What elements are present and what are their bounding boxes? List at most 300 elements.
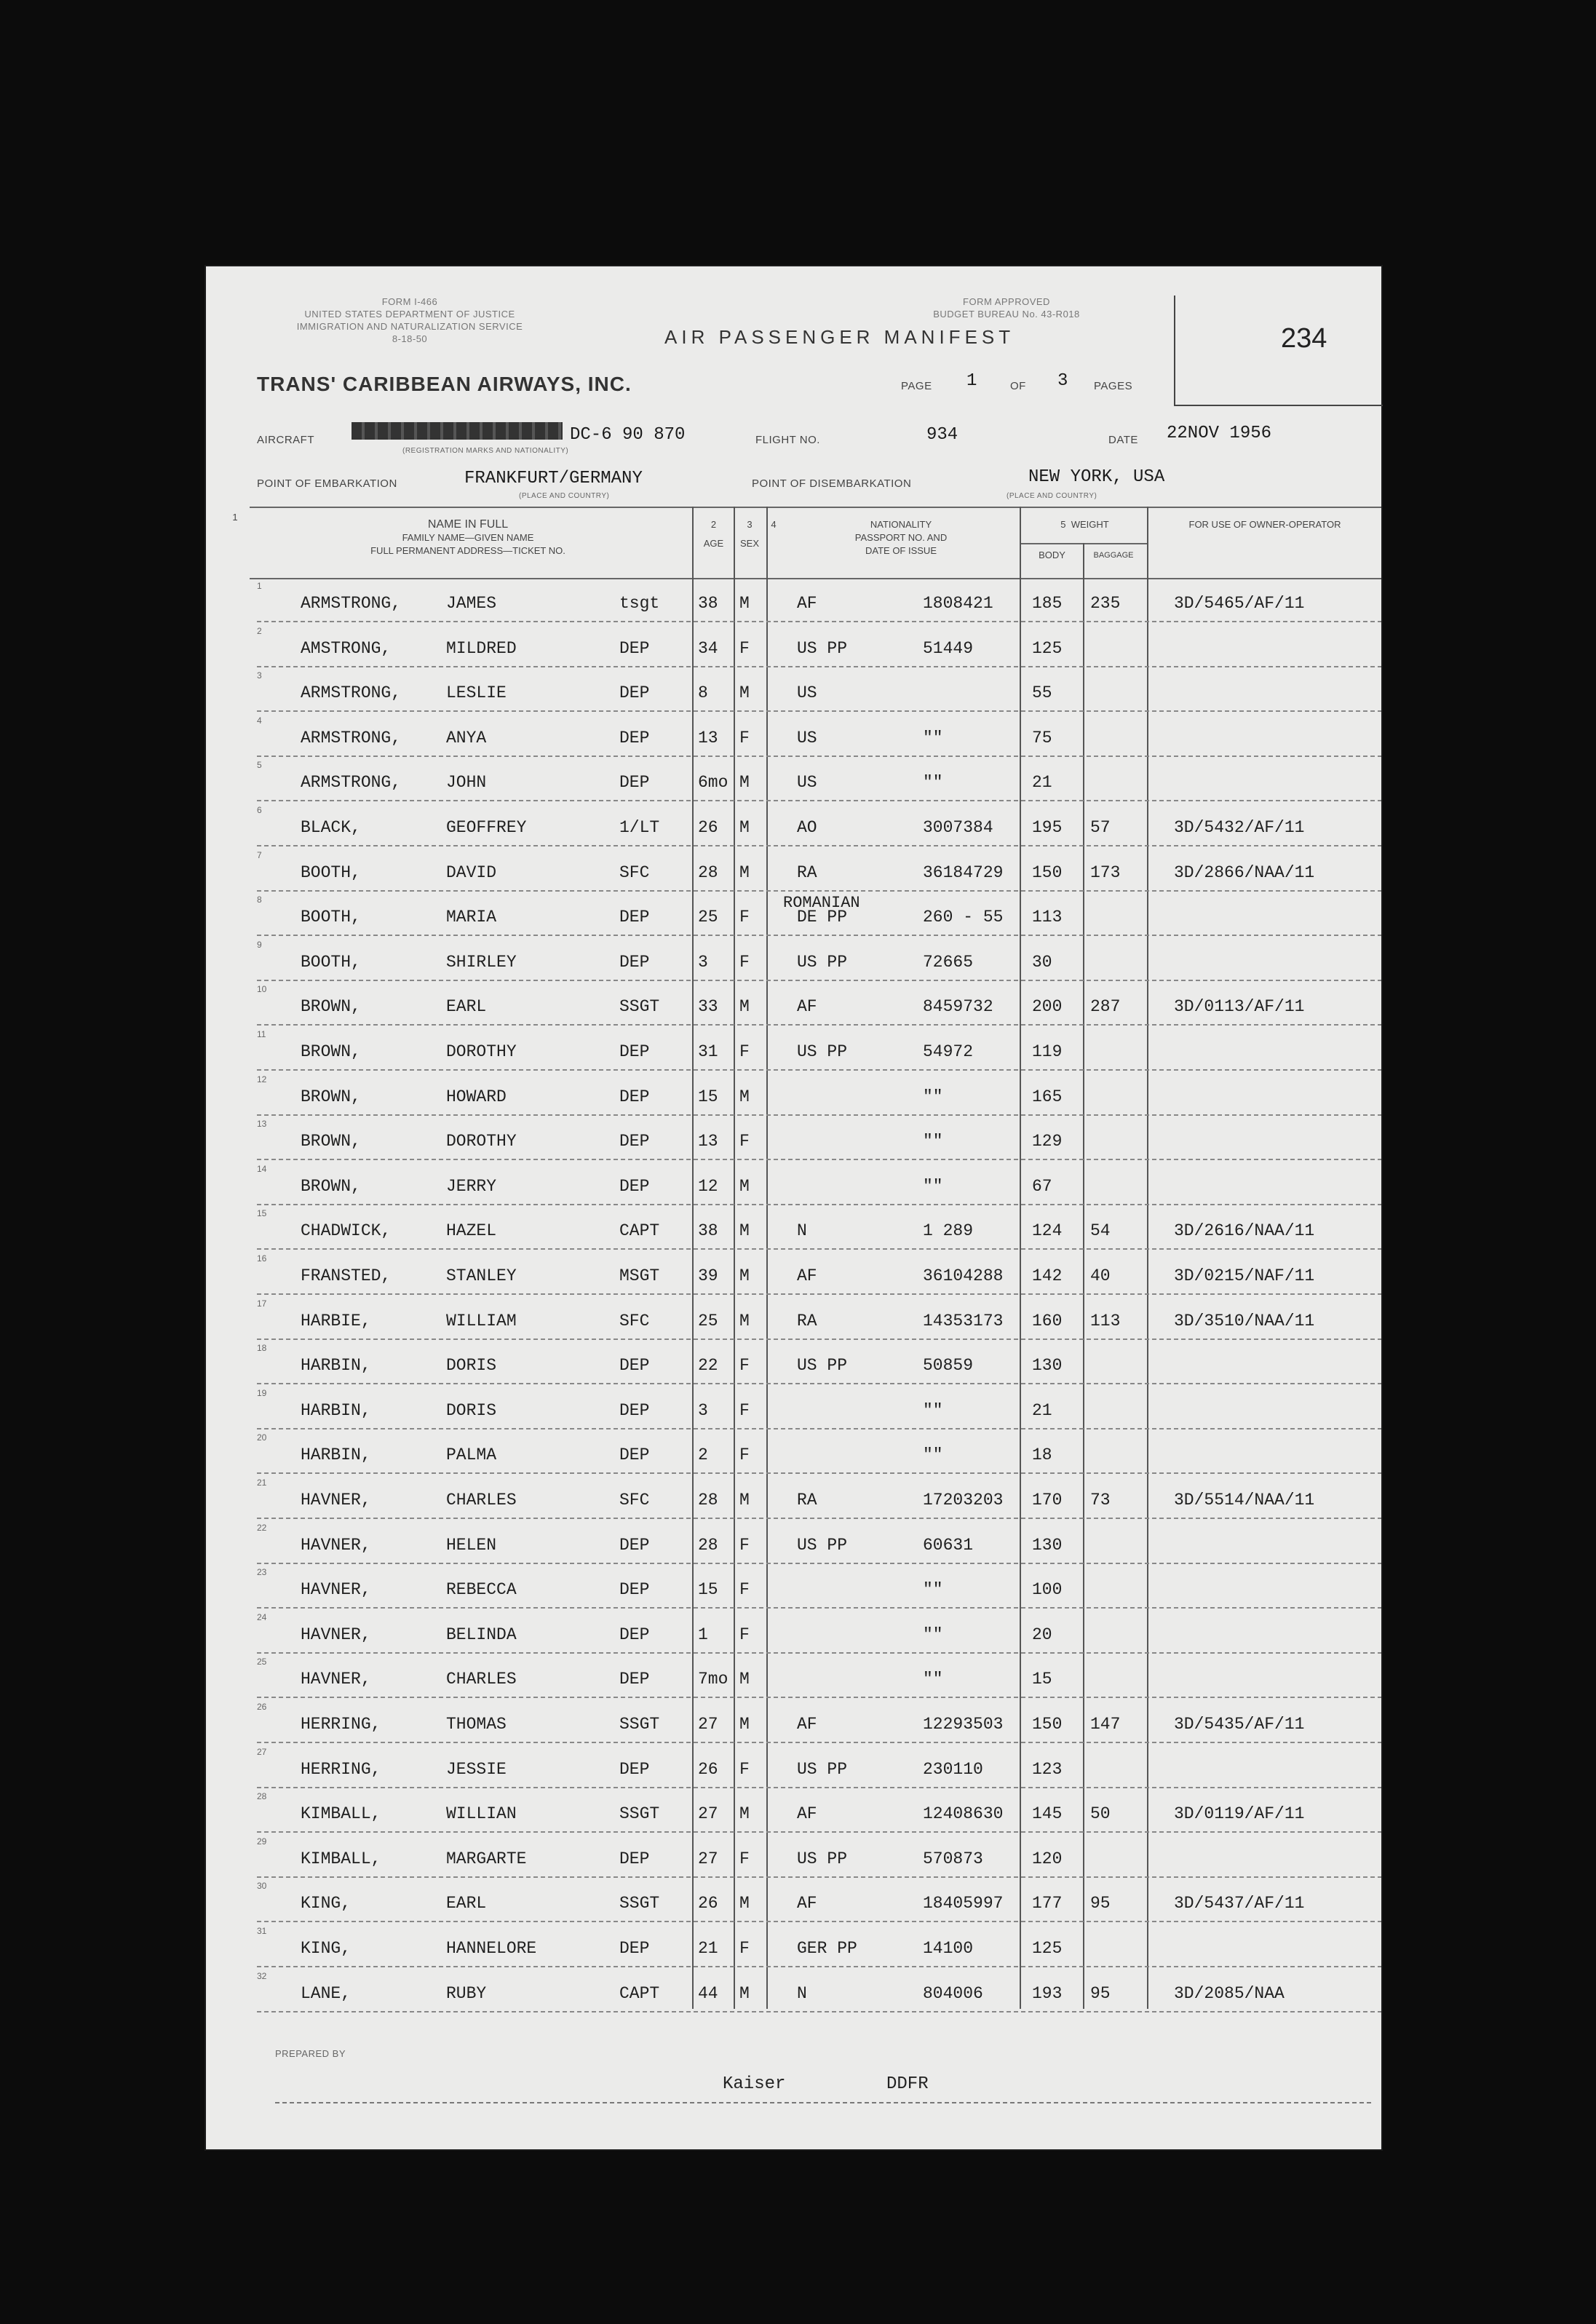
row-number: 19: [257, 1387, 267, 1398]
body-weight: 20: [1032, 1625, 1052, 1644]
nationality: AF: [797, 1266, 817, 1285]
rank: SSGT: [619, 997, 660, 1017]
sex: M: [739, 594, 750, 613]
row-number: 26: [257, 1702, 267, 1712]
body-weight: 124: [1032, 1221, 1063, 1241]
given-name: BELINDA: [446, 1625, 517, 1644]
sex: M: [739, 773, 750, 793]
rank: SSGT: [619, 1894, 660, 1913]
passenger-row: [206, 713, 1381, 757]
prepared-by-label: PREPARED BY: [275, 2048, 346, 2059]
rank: DEP: [619, 1400, 650, 1420]
sex: F: [739, 1535, 750, 1555]
rank: SFC: [619, 862, 650, 882]
sex: F: [739, 1042, 750, 1061]
given-name: JESSIE: [446, 1759, 507, 1779]
family-name: FRANSTED,: [301, 1266, 392, 1285]
age: 26: [698, 818, 718, 837]
nationality: GER PP: [797, 1939, 857, 1958]
rank: DEP: [619, 1849, 650, 1868]
airline-name: TRANS' CARIBBEAN AIRWAYS, INC.: [257, 373, 632, 395]
date-value: 22NOV 1956: [1167, 424, 1272, 443]
rank: DEP: [619, 1087, 650, 1106]
disembarkation-sublabel: (PLACE AND COUNTRY): [1007, 492, 1097, 500]
nationality: US PP: [797, 1849, 848, 1868]
age: 38: [698, 1221, 718, 1241]
row-number: 16: [257, 1253, 267, 1264]
row-number: 17: [257, 1298, 267, 1309]
age: 13: [698, 728, 718, 747]
sex: F: [739, 1400, 750, 1420]
given-name: STANLEY: [446, 1266, 517, 1285]
of-value: 3: [1057, 371, 1068, 391]
family-name: ARMSTRONG,: [301, 773, 402, 793]
given-name: DORIS: [446, 1356, 497, 1376]
embarkation-value: FRANKFURT/GERMANY: [464, 469, 643, 488]
flight-label: FLIGHT NO.: [755, 434, 820, 446]
passenger-row: [206, 667, 1381, 712]
sex: M: [739, 1087, 750, 1106]
given-name: THOMAS: [446, 1715, 507, 1734]
nationality: RA: [797, 1311, 817, 1330]
col-nationality-line1: NATIONALITY: [870, 519, 932, 530]
rank: DEP: [619, 1759, 650, 1779]
family-name: BOOTH,: [301, 862, 361, 882]
row-number: 8: [257, 895, 262, 905]
given-name: HOWARD: [446, 1087, 507, 1106]
passenger-row: [206, 1788, 1381, 1833]
nationality: US PP: [797, 1535, 848, 1555]
owner-operator-code: 3D/2616/NAA/11: [1174, 1221, 1315, 1241]
row-number: 1: [257, 581, 262, 591]
sex: M: [739, 862, 750, 882]
preparer-signature: Kaiser: [723, 2074, 786, 2094]
age: 6mo: [698, 773, 728, 793]
passenger-row: [206, 937, 1381, 981]
body-weight: 129: [1032, 1132, 1063, 1151]
sex: M: [739, 1715, 750, 1734]
age: 27: [698, 1804, 718, 1824]
of-label: OF: [1010, 380, 1026, 392]
header-top-rule: [250, 507, 1381, 508]
given-name: MARGARTE: [446, 1849, 527, 1868]
given-name: LESLIE: [446, 683, 507, 703]
row-number: 10: [257, 984, 267, 995]
form-approved: FORM APPROVED: [963, 296, 1050, 307]
body-weight: 170: [1032, 1491, 1063, 1510]
rank: DEP: [619, 1625, 650, 1644]
family-name: KIMBALL,: [301, 1804, 381, 1824]
age: 7mo: [698, 1670, 728, 1689]
passenger-row: [206, 1116, 1381, 1160]
body-weight: 165: [1032, 1087, 1063, 1106]
age: 8: [698, 683, 708, 703]
rank: DEP: [619, 908, 650, 927]
form-info-block: [250, 296, 570, 345]
stamp-number: 234: [1281, 323, 1327, 354]
passport-number: 3007384: [923, 818, 993, 837]
given-name: JAMES: [446, 594, 497, 613]
row-number: 15: [257, 1208, 267, 1219]
row-number: 18: [257, 1343, 267, 1354]
family-name: ARMSTRONG,: [301, 683, 402, 703]
body-weight: 145: [1032, 1804, 1063, 1824]
nationality: DE PP: [797, 908, 848, 927]
age: 13: [698, 1132, 718, 1151]
passport-number: 60631: [923, 1535, 974, 1555]
given-name: WILLIAN: [446, 1804, 517, 1824]
body-weight: 18: [1032, 1445, 1052, 1465]
col-nationality-number: 4: [771, 519, 777, 530]
owner-operator-code: 3D/5514/NAA/11: [1174, 1491, 1315, 1510]
passport-number: 260 - 55: [923, 908, 1004, 927]
nationality: RA: [797, 862, 817, 882]
row-number: 22: [257, 1522, 267, 1533]
passport-number: 18405997: [923, 1894, 1004, 1913]
passport-number: 12293503: [923, 1715, 1004, 1734]
passport-number: 36104288: [923, 1266, 1004, 1285]
passport-number: 570873: [923, 1849, 983, 1868]
aircraft-label: AIRCRAFT: [257, 434, 314, 446]
rank: SFC: [619, 1491, 650, 1510]
age: 28: [698, 1535, 718, 1555]
family-name: HAVNER,: [301, 1491, 371, 1510]
age: 26: [698, 1894, 718, 1913]
sex: F: [739, 728, 750, 747]
row-number: 27: [257, 1746, 267, 1757]
given-name: DOROTHY: [446, 1042, 517, 1061]
body-weight: 195: [1032, 818, 1063, 837]
age: 38: [698, 594, 718, 613]
passport-number: 8459732: [923, 997, 993, 1017]
family-name: BROWN,: [301, 997, 361, 1017]
age: 28: [698, 862, 718, 882]
body-weight: 67: [1032, 1176, 1052, 1196]
body-weight: 150: [1032, 862, 1063, 882]
embarkation-label: POINT OF EMBARKATION: [257, 477, 397, 490]
row-number: 28: [257, 1791, 267, 1802]
sex: M: [739, 818, 750, 837]
rank: DEP: [619, 1445, 650, 1465]
given-name: SHIRLEY: [446, 952, 517, 972]
row-number: 3: [257, 670, 262, 681]
passenger-row: [206, 1744, 1381, 1788]
body-weight: 200: [1032, 997, 1063, 1017]
row-number: 25: [257, 1657, 267, 1667]
col-weight-label: WEIGHT: [1071, 519, 1109, 530]
family-name: ARMSTRONG,: [301, 594, 402, 613]
body-weight: 177: [1032, 1894, 1063, 1913]
rank: DEP: [619, 1939, 650, 1958]
passport-number: 14100: [923, 1939, 974, 1958]
row-number: 6: [257, 805, 262, 815]
rank: DEP: [619, 728, 650, 747]
passport-number: 17203203: [923, 1491, 1004, 1510]
body-weight: 15: [1032, 1670, 1052, 1689]
signature-line: [275, 2102, 1374, 2103]
body-weight: 113: [1032, 908, 1063, 927]
row-number: 7: [257, 849, 262, 860]
nationality: US PP: [797, 952, 848, 972]
col-weight-title: [1021, 518, 1148, 531]
nationality: AF: [797, 1894, 817, 1913]
col-age-header: [694, 518, 734, 550]
sex: M: [739, 1670, 750, 1689]
passport-number: 72665: [923, 952, 974, 972]
form-date: 8-18-50: [392, 333, 428, 344]
col-name-line1: NAME IN FULL: [427, 518, 509, 531]
passport-number: "": [923, 1670, 943, 1689]
passenger-row: [206, 1250, 1381, 1295]
row-number: 13: [257, 1119, 267, 1130]
passenger-row: [206, 1026, 1381, 1071]
nationality: US PP: [797, 1759, 848, 1779]
given-name: CHARLES: [446, 1491, 517, 1510]
col-sex-label: SEX: [739, 538, 759, 549]
owner-operator-code: 3D/3510/NAA/11: [1174, 1311, 1315, 1330]
sex: F: [739, 1356, 750, 1376]
col-sex-number: 3: [747, 519, 753, 530]
baggage-weight: 235: [1090, 594, 1121, 613]
nationality: N: [797, 1983, 807, 2003]
sex: F: [739, 1132, 750, 1151]
row-number: 30: [257, 1881, 267, 1892]
nationality: RA: [797, 1491, 817, 1510]
owner-operator-code: 3D/0113/AF/11: [1174, 997, 1305, 1017]
col-age-label: AGE: [703, 538, 724, 549]
sex: M: [739, 997, 750, 1017]
given-name: DORIS: [446, 1400, 497, 1420]
body-weight: 75: [1032, 728, 1052, 747]
body-weight: 100: [1032, 1580, 1063, 1600]
row-number: 29: [257, 1836, 267, 1847]
baggage-weight: 95: [1090, 1894, 1111, 1913]
family-name: HERRING,: [301, 1715, 381, 1734]
nationality: N: [797, 1221, 807, 1241]
family-name: BROWN,: [301, 1176, 361, 1196]
sex: M: [739, 1176, 750, 1196]
body-weight: 150: [1032, 1715, 1063, 1734]
row-number: 23: [257, 1567, 267, 1578]
nationality: AF: [797, 594, 817, 613]
given-name: DAVID: [446, 862, 497, 882]
rank: SSGT: [619, 1804, 660, 1824]
body-weight: 125: [1032, 638, 1063, 658]
sex: F: [739, 1580, 750, 1600]
passenger-row: [206, 1071, 1381, 1116]
disembarkation-label: POINT OF DISEMBARKATION: [752, 477, 912, 490]
col-owner-header: FOR USE OF OWNER-OPERATOR: [1188, 519, 1341, 530]
rank: SSGT: [619, 1715, 660, 1734]
col-age-number: 2: [710, 519, 717, 530]
passport-number: 1808421: [923, 594, 993, 613]
sex: M: [739, 1266, 750, 1285]
family-name: HARBIN,: [301, 1356, 371, 1376]
body-weight: 119: [1032, 1042, 1063, 1061]
baggage-weight: 50: [1090, 1804, 1111, 1824]
given-name: GEOFFREY: [446, 818, 527, 837]
col1-number: 1: [232, 512, 238, 523]
budget-bureau-number: BUDGET BUREAU No. 43-R018: [933, 309, 1080, 320]
nationality: US: [797, 728, 817, 747]
col-body-header: BODY: [1039, 550, 1065, 560]
age: 3: [698, 952, 708, 972]
rank: CAPT: [619, 1983, 660, 2003]
family-name: AMSTRONG,: [301, 638, 392, 658]
sex: M: [739, 1221, 750, 1241]
col-name-header: [250, 518, 686, 558]
passport-number: 51449: [923, 638, 974, 658]
family-name: BROWN,: [301, 1132, 361, 1151]
service-name: IMMIGRATION AND NATURALIZATION SERVICE: [296, 321, 523, 332]
nationality: AF: [797, 1804, 817, 1824]
baggage-weight: 113: [1090, 1311, 1121, 1330]
given-name: RUBY: [446, 1983, 487, 2003]
passport-number: "": [923, 1580, 943, 1600]
nationality: US PP: [797, 1042, 848, 1061]
baggage-weight: 73: [1090, 1491, 1111, 1510]
age: 28: [698, 1491, 718, 1510]
passport-number: 54972: [923, 1042, 974, 1061]
passenger-row: [206, 578, 1381, 622]
given-name: DOROTHY: [446, 1132, 517, 1151]
sex: F: [739, 1939, 750, 1958]
baggage-weight: 173: [1090, 862, 1121, 882]
body-weight: 21: [1032, 1400, 1052, 1420]
owner-operator-code: 3D/2085/NAA: [1174, 1983, 1285, 2003]
owner-operator-code: 3D/5432/AF/11: [1174, 818, 1305, 837]
passenger-row: [206, 981, 1381, 1026]
age: 15: [698, 1580, 718, 1600]
family-name: HAVNER,: [301, 1535, 371, 1555]
given-name: ANYA: [446, 728, 487, 747]
passenger-row: [206, 1205, 1381, 1250]
given-name: JOHN: [446, 773, 487, 793]
body-weight: 125: [1032, 1939, 1063, 1958]
age: 39: [698, 1266, 718, 1285]
given-name: MILDRED: [446, 638, 517, 658]
manifest-sheet: [206, 266, 1381, 2149]
rank: DEP: [619, 1356, 650, 1376]
passport-number: 36184729: [923, 862, 1004, 882]
sex: F: [739, 1445, 750, 1465]
family-name: HARBIN,: [301, 1400, 371, 1420]
col-name-line3: FULL PERMANENT ADDRESS—TICKET NO.: [370, 545, 565, 556]
family-name: HARBIN,: [301, 1445, 371, 1465]
sex: F: [739, 1625, 750, 1644]
passport-number: 230110: [923, 1759, 983, 1779]
passenger-row: [206, 1654, 1381, 1698]
row-number: 31: [257, 1926, 267, 1936]
passport-number: 12408630: [923, 1804, 1004, 1824]
sex: M: [739, 683, 750, 703]
age: 22: [698, 1356, 718, 1376]
sex: M: [739, 1804, 750, 1824]
age: 3: [698, 1400, 708, 1420]
passenger-row: [206, 1699, 1381, 1743]
col-nationality-line3: DATE OF ISSUE: [865, 545, 937, 556]
body-weight: 193: [1032, 1983, 1063, 2003]
age: 2: [698, 1445, 708, 1465]
age: 34: [698, 638, 718, 658]
rank: DEP: [619, 1132, 650, 1151]
age: 26: [698, 1759, 718, 1779]
given-name: PALMA: [446, 1445, 497, 1465]
given-name: EARL: [446, 1894, 487, 1913]
body-weight: 30: [1032, 952, 1052, 972]
nationality: AF: [797, 1715, 817, 1734]
flight-value: 934: [926, 425, 958, 445]
passenger-row: [206, 1878, 1381, 1922]
page-value: 1: [966, 371, 977, 391]
row-number: 21: [257, 1478, 267, 1488]
stamp-box: [1174, 296, 1383, 406]
rank: DEP: [619, 1535, 650, 1555]
passenger-row: [206, 1385, 1381, 1429]
row-number: 4: [257, 715, 262, 726]
family-name: BOOTH,: [301, 952, 361, 972]
passport-number: 50859: [923, 1356, 974, 1376]
row-number: 9: [257, 939, 262, 950]
body-weight: 142: [1032, 1266, 1063, 1285]
passport-number: "": [923, 1132, 943, 1151]
passenger-row: [206, 802, 1381, 846]
baggage-weight: 287: [1090, 997, 1121, 1017]
baggage-weight: 57: [1090, 818, 1111, 837]
department-name: UNITED STATES DEPARTMENT OF JUSTICE: [304, 309, 515, 320]
baggage-weight: 147: [1090, 1715, 1121, 1734]
row-number: 14: [257, 1163, 267, 1174]
passenger-row: [206, 1609, 1381, 1654]
row-rule: [257, 2011, 1381, 2012]
sex: F: [739, 952, 750, 972]
nationality: US PP: [797, 638, 848, 658]
embarkation-sublabel: (PLACE AND COUNTRY): [519, 492, 610, 500]
rank: DEP: [619, 952, 650, 972]
owner-operator-code: 3D/5435/AF/11: [1174, 1715, 1305, 1734]
age: 31: [698, 1042, 718, 1061]
nationality: US: [797, 773, 817, 793]
passenger-row: [206, 1161, 1381, 1205]
passenger-row: [206, 1923, 1381, 1967]
rank: CAPT: [619, 1221, 660, 1241]
given-name: JERRY: [446, 1176, 497, 1196]
sex: F: [739, 1849, 750, 1868]
given-name: EARL: [446, 997, 487, 1017]
passenger-row: [206, 623, 1381, 667]
budget-info-block: [912, 296, 1101, 320]
age: 25: [698, 908, 718, 927]
sex: F: [739, 1759, 750, 1779]
rank: DEP: [619, 638, 650, 658]
col-nationality-header: [781, 518, 1021, 558]
baggage-weight: 40: [1090, 1266, 1111, 1285]
passport-number: "": [923, 1087, 943, 1106]
given-name: HELEN: [446, 1535, 497, 1555]
passport-number: "": [923, 773, 943, 793]
family-name: BLACK,: [301, 818, 361, 837]
pages-label: PAGES: [1094, 380, 1133, 392]
nationality: AF: [797, 997, 817, 1017]
family-name: BOOTH,: [301, 908, 361, 927]
sex: M: [739, 1491, 750, 1510]
date-label: DATE: [1108, 434, 1138, 446]
age: 25: [698, 1311, 718, 1330]
given-name: MARIA: [446, 908, 497, 927]
given-name: REBECCA: [446, 1580, 517, 1600]
family-name: LANE,: [301, 1983, 352, 2003]
family-name: HAVNER,: [301, 1670, 371, 1689]
